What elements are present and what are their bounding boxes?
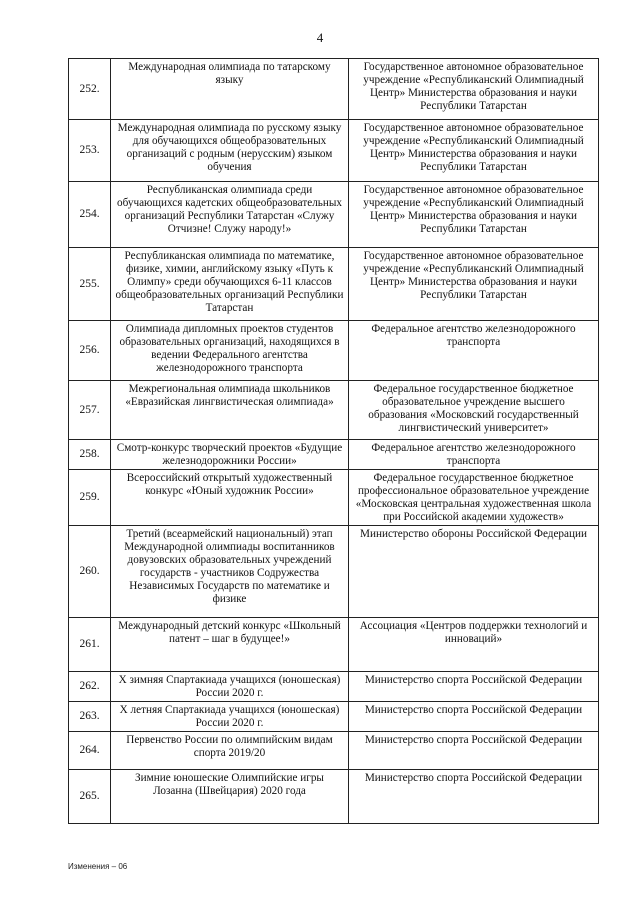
table-row [69, 381, 599, 440]
organizer: Министерство спорта Российской Федерации [349, 702, 599, 732]
organizer: Федеральное государственное бюджетное профессиональное образовательное учреждение «Московская центральная художественная школа при Российской академии художеств» [349, 470, 599, 526]
organizer: Министерство обороны Российской Федерации [349, 526, 599, 618]
row-number: 256. [69, 321, 111, 381]
organizer: Федеральное агентство железнодорожного транспорта [349, 440, 599, 470]
event-name: Всероссийский открытый художественный конкурс «Юный художник России» [111, 470, 349, 526]
organizer: Государственное автономное образовательное учреждение «Республиканский Олимпиадный Центр» Министерства образования и науки Республики Татарстан [349, 182, 599, 248]
event-name: Республиканская олимпиада среди обучающихся кадетских общеобразовательных организаций Республики Татарстан «Служу Отчизне! Служу народу!» [111, 182, 349, 248]
row-number: 253. [69, 120, 111, 182]
row-number: 257. [69, 381, 111, 440]
event-name: X летняя Спартакиада учащихся (юношеская) России 2020 г. [111, 702, 349, 732]
footer-revision: Изменения – 06 [68, 862, 128, 871]
table-row [69, 470, 599, 526]
event-name: Международная олимпиада по татарскому языку [111, 59, 349, 120]
row-number: 260. [69, 526, 111, 618]
table-row [69, 526, 599, 618]
organizer: Федеральное государственное бюджетное образовательное учреждение высшего образования «Московский государственный лингвистический университет» [349, 381, 599, 440]
row-number: 255. [69, 248, 111, 321]
table-row [69, 770, 599, 824]
table-row [69, 321, 599, 381]
row-number: 262. [69, 672, 111, 702]
table-row [69, 702, 599, 732]
table-row [69, 59, 599, 120]
row-number: 258. [69, 440, 111, 470]
organizer: Федеральное агентство железнодорожного транспорта [349, 321, 599, 381]
table-row [69, 440, 599, 470]
organizer: Государственное автономное образовательное учреждение «Республиканский Олимпиадный Центр» Министерства образования и науки Республики Татарстан [349, 120, 599, 182]
table-row [69, 732, 599, 770]
event-name: Республиканская олимпиада по математике, физике, химии, английскому языку «Путь к Олимпу» среди обучающихся 6-11 классов общеобразовательных организаций Республики Татарстан [111, 248, 349, 321]
row-number: 261. [69, 618, 111, 672]
organizer: Ассоциация «Центров поддержки технологий и инноваций» [349, 618, 599, 672]
page-number: 4 [316, 30, 324, 45]
event-name: X зимняя Спартакиада учащихся (юношеская) России 2020 г. [111, 672, 349, 702]
row-number: 259. [69, 470, 111, 526]
table-row [69, 120, 599, 182]
row-number: 264. [69, 732, 111, 770]
event-name: Смотр-конкурс творческий проектов «Будущие железнодорожники России» [111, 440, 349, 470]
organizer: Министерство спорта Российской Федерации [349, 770, 599, 824]
event-name: Третий (всеармейский национальный) этап Международной олимпиады воспитанников довузовских образовательных учреждений государств - участников Содружества Независимых Государств по математике и физике [111, 526, 349, 618]
row-number: 254. [69, 182, 111, 248]
row-number: 263. [69, 702, 111, 732]
olympiad-table [68, 58, 599, 824]
event-name: Международная олимпиада по русскому языку для обучающихся общеобразовательных организаций с родным (нерусским) языком обучения [111, 120, 349, 182]
row-number: 252. [69, 59, 111, 120]
organizer: Министерство спорта Российской Федерации [349, 732, 599, 770]
event-name: Межрегиональная олимпиада школьников «Евразийская лингвистическая олимпиада» [111, 381, 349, 440]
event-name: Международный детский конкурс «Школьный патент – шаг в будущее!» [111, 618, 349, 672]
organizer: Государственное автономное образовательное учреждение «Республиканский Олимпиадный Центр» Министерства образования и науки Республики Татарстан [349, 248, 599, 321]
organizer: Министерство спорта Российской Федерации [349, 672, 599, 702]
organizer: Государственное автономное образовательное учреждение «Республиканский Олимпиадный Центр» Министерства образования и науки Республики Татарстан [349, 59, 599, 120]
row-number: 265. [69, 770, 111, 824]
table-row [69, 672, 599, 702]
table-row [69, 248, 599, 321]
event-name: Зимние юношеские Олимпийские игры Лозанна (Швейцария) 2020 года [111, 770, 349, 824]
table-row [69, 182, 599, 248]
event-name: Первенство России по олимпийским видам спорта 2019/20 [111, 732, 349, 770]
table-row [69, 618, 599, 672]
event-name: Олимпиада дипломных проектов студентов образовательных организаций, находящихся в ведении Федерального агентства железнодорожного транспорта [111, 321, 349, 381]
